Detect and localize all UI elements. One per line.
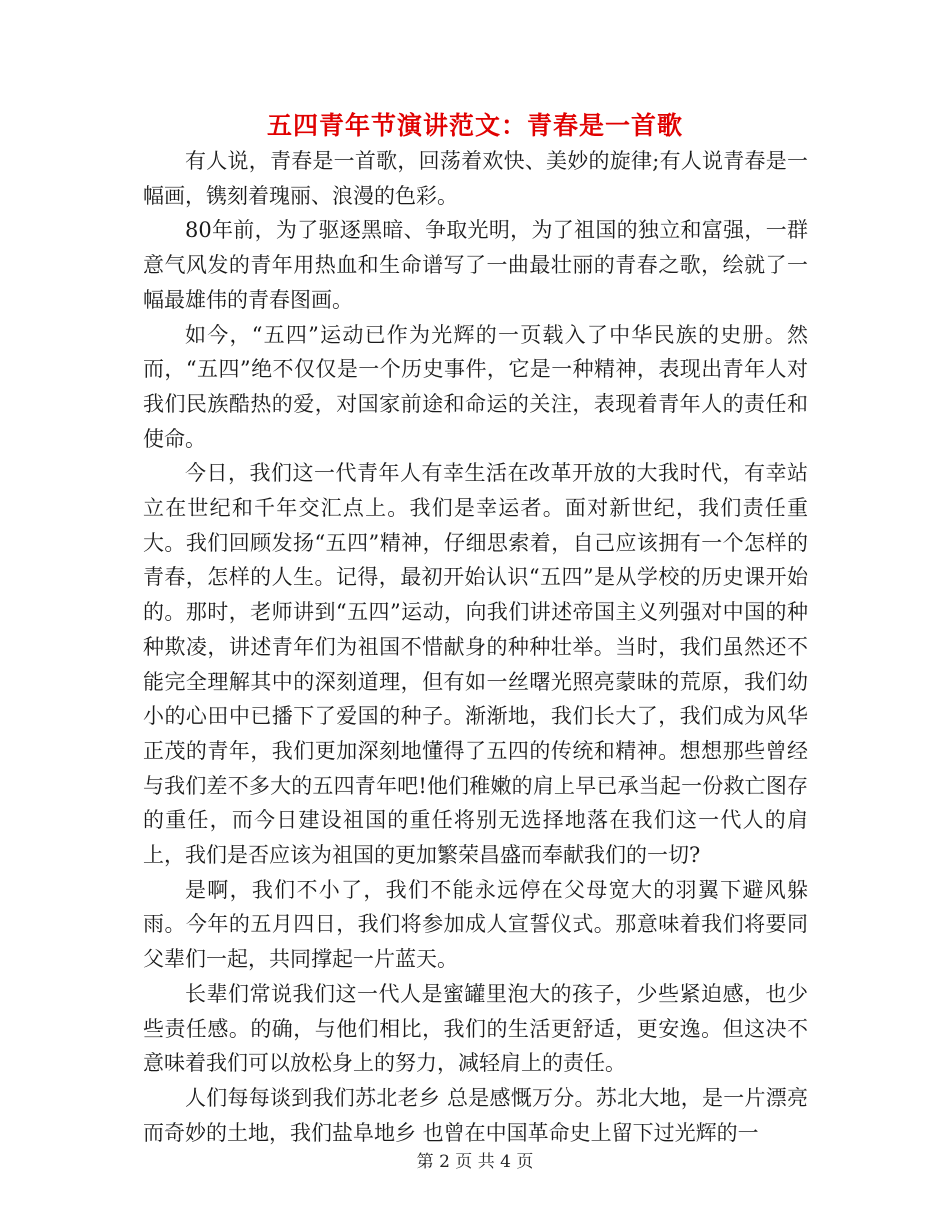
paragraph: 今日，我们这一代青年人有幸生活在改革开放的大我时代，有幸站立在世纪和千年交汇点上。我们是幸运者。面对新世纪，我们责任重大。我们回顾发扬“五四”精神，仔细思索着，自己应该拥有一个怎样的青春，怎样的人生。记得，最初开始认识“五四”是从学校的历史课开始的。那时，老师讲到“五四”运动，向我们讲述帝国主义列强对中国的种种欺凌，讲述青年们为祖国不惜献身的种种壮举。当时，我们虽然还不能完全理解其中的深刻道理，但有如一丝曙光照亮蒙昧的荒原，我们幼小的心田中已播下了爱国的种子。渐渐地，我们长大了，我们成为风华正茂的青年，我们更加深刻地懂得了五四的传统和精神。想想那些曾经与我们差不多大的五四青年吧!他们稚嫩的肩上早已承当起一份救亡图存的重任，而今日建设祖国的重任将别无选择地落在我们这一代人的肩上，我们是否应该为祖国的更加繁荣昌盛而奉献我们的一切? xyxy=(143,461,808,868)
page-number-footer: 第 2 页 共 4 页 xyxy=(416,1152,534,1172)
document-body xyxy=(143,144,808,1150)
paragraph: 人们每每谈到我们苏北老乡 总是感慨万分。苏北大地，是一片漂亮而奇妙的土地，我们盐阜地乡 也曾在中国革命史上留下过光辉的一 xyxy=(143,1085,808,1145)
paragraph: 长辈们常说我们这一代人是蜜罐里泡大的孩子，少些紧迫感，也少些责任感。的确，与他们相比，我们的生活更舒适，更安逸。但这决不意味着我们可以放松身上的努力，减轻肩上的责任。 xyxy=(143,981,808,1076)
paragraph: 如今，“五四”运动已作为光辉的一页载入了中华民族的史册。然而，“五四”绝不仅仅是一个历史事件，它是一种精神，表现出青年人对我们民族酷热的爱，对国家前途和命运的关注，表现着青年人的责任和使命。 xyxy=(143,322,808,451)
paragraph: 有人说，青春是一首歌，回荡着欢快、美妙的旋律;有人说青春是一幅画，镌刻着瑰丽、浪漫的色彩。 xyxy=(143,149,808,208)
document-title: 五四青年节演讲范文：青春是一首歌 xyxy=(266,111,683,140)
paragraph: 80年前，为了驱逐黑暗、争取光明，为了祖国的独立和富强，一群意气风发的青年用热血和生命谱写了一曲最壮丽的青春之歌，绘就了一幅最雄伟的青春图画。 xyxy=(143,218,808,312)
paragraph: 是啊，我们不小了，我们不能永远停在父母宽大的羽翼下避风躲雨。今年的五月四日，我们将参加成人宣誓仪式。那意味着我们将要同父辈们一起，共同撑起一片蓝天。 xyxy=(143,877,808,972)
